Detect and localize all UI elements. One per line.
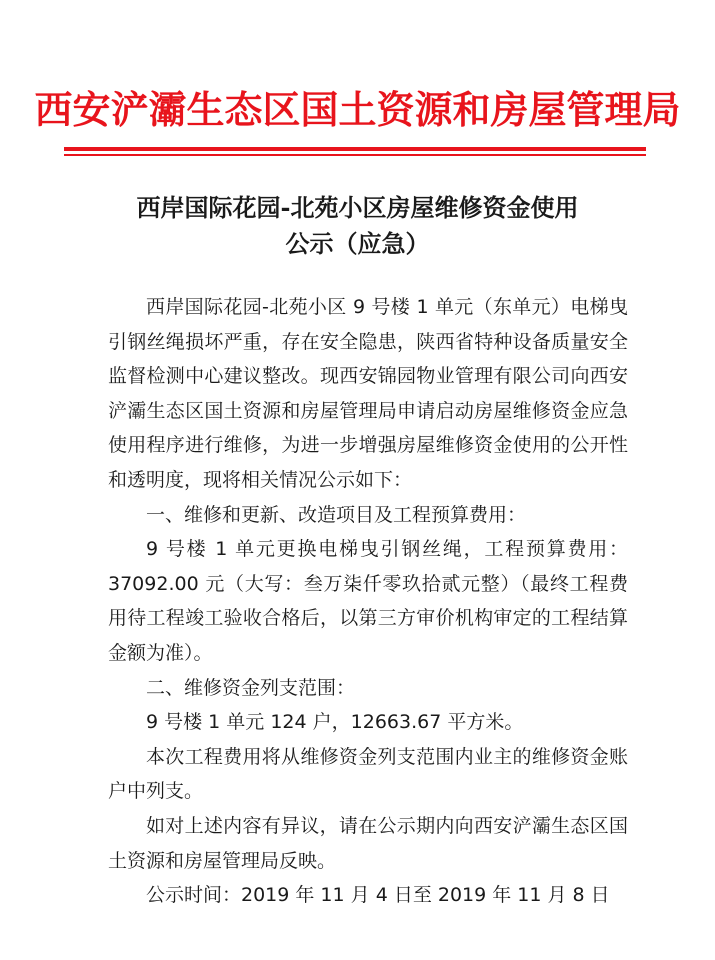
notice-title <box>70 190 645 262</box>
objection-statement: 如对上述内容有异议，请在公示期内向西安浐灞生态区国土资源和房屋管理局反映。 <box>108 814 628 872</box>
letterhead-agency-name: 西安浐灞生态区国土资源和房屋管理局 <box>34 87 681 132</box>
letterhead-divider-thin <box>64 154 646 156</box>
notice-title-line-1: 西岸国际花园-北苑小区房屋维修资金使用 <box>136 193 579 222</box>
letterhead-divider-thick <box>64 147 646 151</box>
funding-statement: 本次工程费用将从维修资金列支范围内业主的维修资金账户中列支。 <box>108 745 628 803</box>
notice-body <box>108 290 628 913</box>
notice-title-line-2: 公示（应急） <box>285 229 430 258</box>
section-1-content: 9 号楼 1 单元更换电梯曳引钢丝绳，工程预算费用：37092.00 元（大写：叁万柒仟零玖拾贰元整）（最终工程费用待工程竣工验收合格后，以第三方审价机构审定的工程结算金额为准）。 <box>108 538 628 664</box>
section-1-heading: 一、维修和更新、改造项目及工程预算费用： <box>146 503 527 526</box>
intro-paragraph: 西岸国际花园-北苑小区 9 号楼 1 单元（东单元）电梯曳引钢丝绳损坏严重，存在安全隐患，陕西省特种设备质量安全监督检测中心建议整改。现西安锦园物业管理有限公司向西安浐灞生态区国土资源和房屋管理局申请启动房屋维修资金应急使用程序进行维修，为进一步增强房屋维修资金使用的公开性和透明度，现将相关情况公示如下： <box>108 296 628 491</box>
notice-period: 公示时间：2019 年 11 月 4 日至 2019 年 11 月 8 日 <box>146 884 610 907</box>
section-2-content: 9 号楼 1 单元 124 户，12663.67 平方米。 <box>146 711 524 734</box>
section-2-heading: 二、维修资金列支范围： <box>146 676 356 699</box>
